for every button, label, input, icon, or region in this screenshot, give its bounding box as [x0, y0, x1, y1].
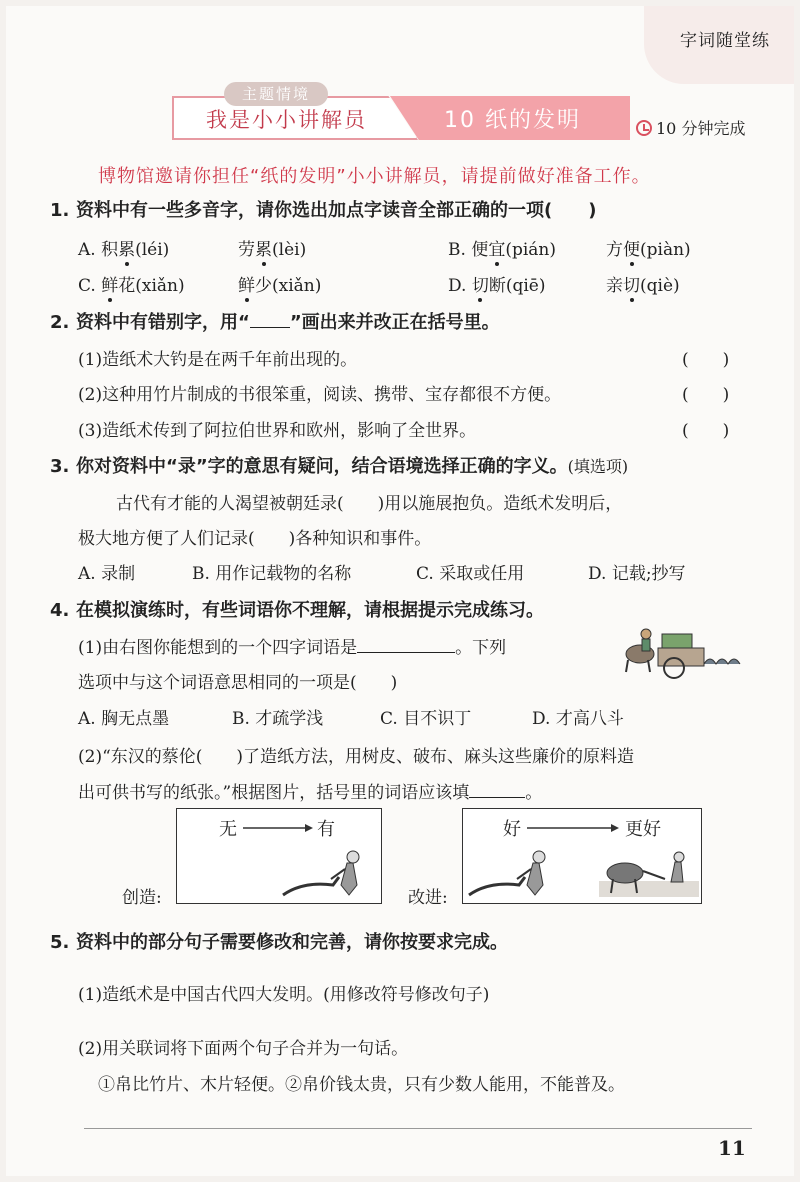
- plough-farmer-icon: [467, 843, 563, 903]
- arrow-to-label: 更好: [625, 819, 661, 840]
- q5-sentences: ①帛比竹片、木片轻便。②帛价钱太贵，只有少数人能用，不能普及。: [98, 1075, 625, 1095]
- arrow-icon: [527, 823, 619, 833]
- worksheet-page: [6, 6, 794, 1176]
- question-hint: (填选项): [567, 457, 629, 476]
- answer-paren[interactable]: ( ): [682, 350, 730, 370]
- question-text: 资料中有一些多音字，请你选出加点字读音全部正确的一项( ): [76, 200, 597, 221]
- q4-sub1-line2: 选项中与这个词语意思相同的一项是( ): [78, 673, 398, 693]
- q2-sentence-2: (2)这种用竹片制成的书很笨重，阅读、携带、宝存都很不方便。: [78, 385, 562, 405]
- question-3: 3. 你对资料中“录”字的意思有疑问，结合语境选择正确的字义。(填选项): [50, 456, 629, 477]
- q4-sub1: (1)由右图你能想到的一个四字词语是 。下列: [78, 638, 507, 658]
- option-d2: 亲切(qiè): [606, 276, 680, 296]
- question-number: 5.: [50, 932, 70, 953]
- underline-sample: [250, 327, 290, 328]
- creation-label: 创造:: [122, 888, 162, 908]
- arrow-to-label: 有: [317, 819, 335, 840]
- q4-option-d: D. 才高八斗: [532, 709, 624, 729]
- answer-paren[interactable]: ( ): [682, 385, 730, 405]
- option-a2: 劳累(lèi): [238, 240, 307, 260]
- q3-passage-line-1: 古代有才能的人渴望被朝廷录( )用以施展抱负。造纸术发明后，: [116, 494, 623, 514]
- q4-sub2-line2: 出可供书写的纸张。”根据图片，括号里的词语应该填 。: [78, 783, 543, 803]
- q3-option-a: A. 录制: [78, 564, 136, 584]
- arrow-icon: [243, 823, 313, 833]
- ox-cart-illustration: [618, 624, 742, 686]
- footer-divider: [84, 1128, 752, 1129]
- q5-sub2: (2)用关联词将下面两个句子合并为一句话。: [78, 1039, 409, 1059]
- question-5: 5. 资料中的部分句子需要修改和完善，请你按要求完成。: [50, 932, 508, 953]
- theme-title: 我是小小讲解员: [206, 108, 367, 132]
- q2-sentence-3: (3)造纸术传到了阿拉伯世界和欧州，影响了全世界。: [78, 421, 477, 441]
- q2-sentence-1: (1)造纸术大钓是在两千年前出现的。: [78, 350, 358, 370]
- option-c2: 鲜少(xiǎn): [238, 276, 322, 296]
- option-a1: A. 积累(léi): [78, 240, 170, 260]
- clock-icon: [636, 120, 652, 136]
- q3-option-c: C. 采取或任用: [416, 564, 525, 584]
- q4-option-c: C. 目不识丁: [380, 709, 472, 729]
- answer-paren[interactable]: ( ): [682, 421, 730, 441]
- question-2: 2. 资料中有错别字，用“ ”画出来并改正在括号里。: [50, 312, 500, 333]
- timer: [636, 116, 745, 139]
- answer-blank[interactable]: [357, 652, 455, 653]
- question-number: 3.: [50, 456, 70, 477]
- ox-plough-icon: [599, 847, 699, 901]
- option-c1: C. 鲜花(xiǎn): [78, 276, 185, 296]
- timer-text: 10 分钟完成: [656, 119, 746, 138]
- theme-banner: [172, 82, 632, 142]
- q5-sub1: (1)造纸术是中国古代四大发明。(用修改符号修改句子): [78, 985, 490, 1005]
- answer-blank[interactable]: [469, 797, 525, 798]
- question-1: [50, 196, 596, 222]
- option-b2: 方便(piàn): [606, 240, 691, 260]
- arrow-from-label: 好: [503, 819, 521, 840]
- q3-option-d: D. 记载;抄写: [588, 564, 686, 584]
- q4-option-b: B. 才疏学浅: [232, 709, 324, 729]
- q4-option-a: A. 胸无点墨: [78, 709, 170, 729]
- arrow-from-label: 无: [219, 819, 237, 840]
- question-4: 4. 在模拟演练时，有些词语你不理解，请根据提示完成练习。: [50, 600, 544, 621]
- improvement-label: 改进:: [408, 888, 448, 908]
- page-number: 11: [718, 1136, 746, 1160]
- plough-farmer-icon: [281, 843, 381, 903]
- improvement-picture-box: [462, 808, 702, 904]
- q3-option-b: B. 用作记载物的名称: [192, 564, 352, 584]
- q4-sub2-line1: (2)“东汉的蔡伦( )了造纸方法，用树皮、破布、麻头这些廉价的原料造: [78, 747, 635, 767]
- question-number: 4.: [50, 600, 70, 621]
- q3-passage-line-2: 极大地方便了人们记录( )各种知识和事件。: [78, 529, 432, 549]
- option-d1: D. 切断(qiē): [448, 276, 546, 296]
- intro-text: 博物馆邀请你担任“纸的发明”小小讲解员，请提前做好准备工作。: [98, 166, 651, 187]
- option-b1: B. 便宜(pián): [448, 240, 556, 260]
- theme-tag: 主题情境: [224, 82, 328, 106]
- question-number: 2.: [50, 312, 70, 333]
- creation-picture-box: [176, 808, 382, 904]
- lesson-title: 10 纸的发明: [444, 108, 581, 133]
- question-number: 1.: [50, 200, 70, 221]
- section-label: 字词随堂练: [680, 31, 770, 51]
